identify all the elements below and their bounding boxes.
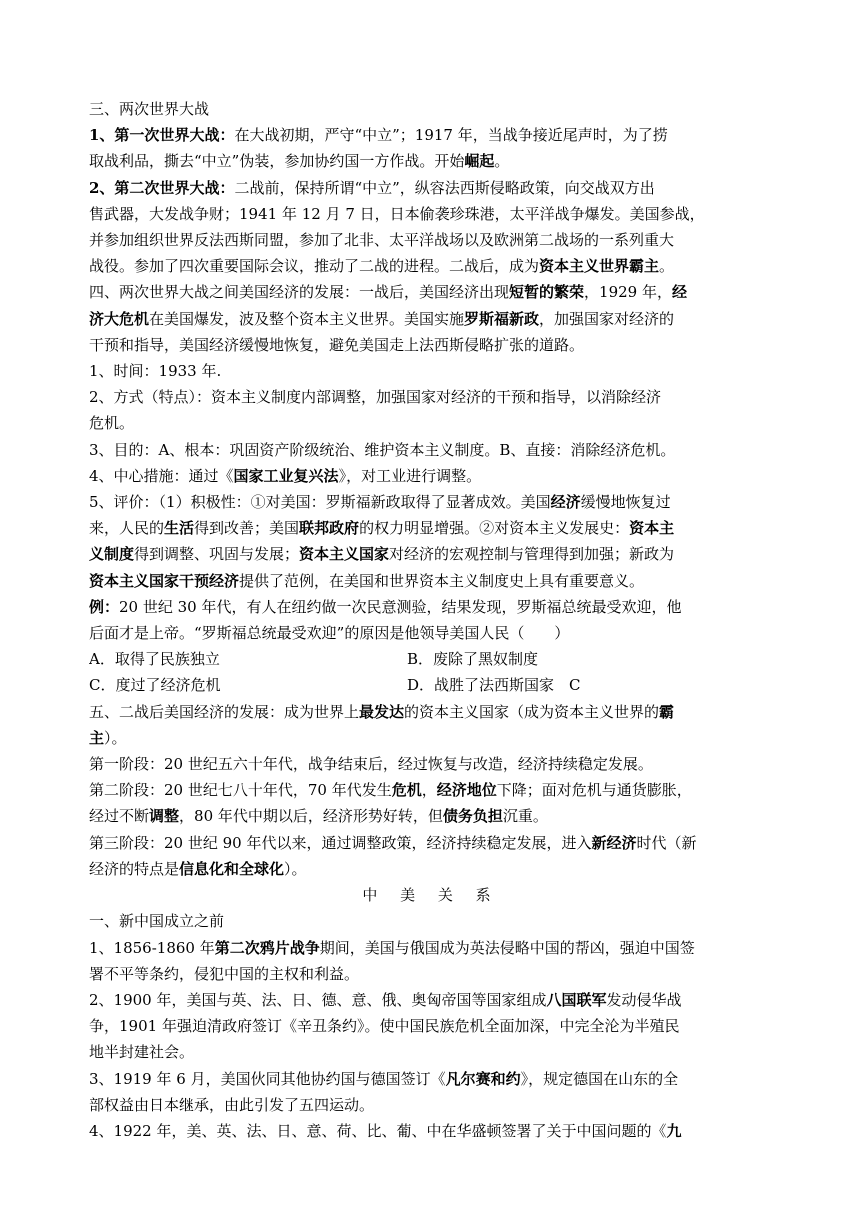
option-row: [89, 646, 773, 672]
text-run: ，加强国家对经济的: [539, 309, 675, 328]
text-run: 三、两次世界大战: [89, 100, 210, 118]
text-run: 。: [494, 152, 510, 171]
text-run: 取战利品，撕去“中立”伪装，参加协约国一方作战。开始: [89, 152, 465, 171]
text-run: 在美国爆发，波及整个资本主义世界。美国实施: [149, 309, 465, 328]
text-line: [89, 541, 773, 567]
text-line: [89, 803, 773, 829]
text-run: 4、1922 年，美、英、法、日、意、荷、比、葡、中在华盛顿签署了关于中国问题的《: [89, 1121, 667, 1140]
text-run: 发动侵华战: [606, 990, 682, 1009]
text-run: 二战前，保持所谓“中立”，纵容法西斯侵略政策，向交战双方出: [234, 178, 655, 197]
text-run: 的资本主义国家（成为资本主义世界的: [404, 702, 660, 721]
text-run: 第一阶段：20 世纪五六十年代，战争结束后，经过恢复与改造，经济持续稳定发展。: [89, 755, 653, 774]
bold-text: 罗斯福新政: [464, 309, 540, 328]
section-postwar-economy: [89, 699, 773, 882]
text-run: 得到调整、巩固与发展；: [134, 545, 300, 564]
text-line: [89, 175, 773, 201]
text-line: [89, 201, 773, 227]
text-run: 下降；面对危机与通货膨胀，: [496, 781, 692, 800]
text-run: 4、中心措施：通过《: [89, 466, 234, 485]
text-line: [89, 1039, 773, 1065]
bold-text: 九: [666, 1121, 682, 1140]
bold-text: 霸: [659, 702, 675, 721]
text-line: [89, 1066, 773, 1092]
text-line: [89, 725, 773, 751]
text-line: [89, 253, 773, 279]
text-run: 第二阶段：20 世纪七八十年代，70 年代发生: [89, 781, 392, 800]
bold-text: 例：: [89, 597, 120, 616]
text-line: [89, 987, 773, 1013]
text-run: 干预和指导，美国经济缓慢地恢复，避免美国走上法西斯侵略扩张的道路。: [89, 335, 585, 354]
text-line: [89, 148, 773, 174]
bold-text: 第二次鸦片战争: [214, 938, 320, 957]
bold-text: 危机: [391, 781, 422, 800]
text-line: [89, 227, 773, 253]
text-run: 争，1901 年强迫清政府签订《辛丑条约》。使中国民族危机全面加深，中完全沦为半殖民: [89, 1017, 680, 1036]
text-line: [89, 463, 773, 489]
text-line: [89, 122, 773, 148]
text-run: 20 世纪 30 年代，有人在纽约做一次民意测验，结果发现，罗斯福总统最受欢迎，他: [119, 597, 682, 616]
text-run: 时代（新: [636, 833, 697, 852]
text-line: [89, 437, 773, 463]
text-run: ）。: [284, 859, 307, 878]
text-line: [89, 96, 773, 122]
text-run: 危机。: [89, 414, 135, 433]
text-run: 经济的特点是: [89, 859, 180, 878]
text-line: [89, 1013, 773, 1039]
text-run: 2、方式（特点）：资本主义制度内部调整，加强国家对经济的干预和指导，以消除经济: [89, 388, 662, 407]
bold-text: 生活: [164, 519, 195, 538]
text-run: 四、两次世界大战之间美国经济的发展：一战后，美国经济出现: [89, 283, 510, 302]
section-heading-china-us-relations: 中 美 关 系: [362, 886, 500, 905]
text-run: 缓慢地恢复过: [580, 493, 671, 512]
text-line: [89, 856, 773, 882]
text-line: [89, 332, 773, 358]
bold-text: 济大危机: [89, 309, 150, 328]
section-before-new-china: [89, 908, 773, 1144]
option-row: [89, 672, 773, 698]
text-line: [89, 358, 773, 384]
text-run: 对经济的宏观控制与管理得到加强；新政为: [389, 545, 675, 564]
text-run: 一、新中国成立之前: [89, 912, 225, 931]
text-line: [89, 306, 773, 332]
bold-text: 凡尔赛和约: [445, 1069, 521, 1088]
text-run: 后面才是上帝。“罗斯福总统最受欢迎”的原因是他领导美国人民（ ）: [89, 624, 570, 643]
bold-text: 资本主: [629, 519, 675, 538]
text-run: 3、目的：A、根本：巩固资产阶级统治、维护资本主义制度。B、直接：消除经济危机。: [89, 440, 676, 459]
bold-text: 崛起: [464, 152, 495, 171]
text-run: 》，对工业进行调整。: [338, 466, 482, 485]
text-line: [89, 699, 773, 725]
bold-text: 经济: [550, 493, 581, 512]
text-run: 3、1919 年 6 月，美国伙同其他协约国与德国签订《: [89, 1069, 446, 1088]
question-options: [89, 646, 773, 698]
text-line: [89, 384, 773, 410]
bold-text: 资本主义国家干预经济: [89, 571, 240, 590]
text-run: 五、二战后美国经济的发展：成为世界上: [89, 702, 360, 721]
bold-text: 联邦政府: [299, 519, 360, 538]
answer-option: D．战胜了法西斯国家 C: [407, 676, 581, 695]
text-line: [89, 777, 773, 803]
answer-option: C．度过了经济危机: [89, 676, 221, 695]
text-run: 得到改善；美国: [194, 519, 300, 538]
bold-text: 调整: [149, 807, 180, 826]
bold-text: 资本主义国家: [299, 545, 390, 564]
text-line: [89, 594, 773, 620]
text-line: [89, 908, 773, 934]
bold-text: 最发达: [359, 702, 405, 721]
text-line: [89, 489, 773, 515]
bold-text: 债务负担: [442, 807, 503, 826]
bold-text: 主: [89, 728, 105, 747]
text-run: ）。: [104, 728, 127, 747]
text-line: [89, 620, 773, 646]
text-run: 并参加组织世界反法西斯同盟，参加了北非、太平洋战场以及欧洲第二战场的一系列重大: [89, 231, 675, 250]
text-run: 沉重。: [502, 807, 548, 826]
bold-text: 信息化和全球化: [179, 859, 285, 878]
text-run: ，: [421, 781, 437, 800]
text-run: 》，规定德国在山东的全: [520, 1069, 679, 1088]
text-line: [89, 1092, 773, 1118]
text-line: [89, 830, 773, 856]
text-line: [89, 568, 773, 594]
bold-text: 2、第二次世界大战：: [89, 178, 235, 197]
text-run: 在大战初期，严守“中立”；1917 年，当战争接近尾声时，为了捞: [234, 126, 668, 145]
text-line: [89, 751, 773, 777]
text-run: 2、1900 年，美国与英、法、日、德、意、俄、奥匈帝国等国家组成: [89, 990, 547, 1009]
bold-text: 八国联军: [546, 990, 607, 1009]
text-line: [89, 279, 773, 305]
text-run: 战役。参加了四次重要国际会议，推动了二战的进程。二战后，成为: [89, 257, 540, 276]
bold-text: 短暂的繁荣: [509, 283, 585, 302]
text-run: ，80 年代中期以后，经济形势好转，但: [179, 807, 443, 826]
bold-text: 新经济: [591, 833, 637, 852]
answer-option: A．取得了民族独立: [89, 650, 220, 669]
text-run: ，1929 年，: [584, 283, 672, 302]
bold-text: 经济地位: [436, 781, 497, 800]
text-run: 地半封建社会。: [89, 1043, 195, 1062]
text-line: [89, 410, 773, 436]
text-run: 的权力明显增强。②对资本主义发展史：: [359, 519, 630, 538]
bold-text: 资本主义世界霸主: [539, 257, 660, 276]
text-run: 售武器，大发战争财；1941 年 12 月 7 日，日本偷袭珍珠港，太平洋战争爆发。美国参战，: [89, 204, 705, 223]
text-run: 1、时间：1933 年.: [89, 362, 222, 381]
text-line: [89, 515, 773, 541]
bold-text: 1、第一次世界大战：: [89, 126, 235, 145]
text-run: 5、评价：（1）积极性：①对美国：罗斯福新政取得了显著成效。美国: [89, 493, 551, 512]
text-run: 署不平等条约，侵犯中国的主权和利益。: [89, 964, 360, 983]
bold-text: 义制度: [89, 545, 135, 564]
text-run: 期间，美国与俄国成为英法侵略中国的帮凶，强迫中国签: [319, 938, 695, 957]
text-run: 经过不断: [89, 807, 150, 826]
text-run: 部权益由日本继承，由此引发了五四运动。: [89, 1095, 375, 1114]
text-line: [89, 1118, 773, 1144]
section-two-world-wars: [89, 96, 773, 646]
text-run: 来，人民的: [89, 519, 165, 538]
bold-text: 经: [671, 283, 687, 302]
text-run: 。: [659, 257, 675, 276]
text-run: 1、1856-1860 年: [89, 938, 215, 957]
text-line: [89, 961, 773, 987]
document-page: [89, 96, 773, 1144]
bold-text: 国家工业复兴法: [233, 466, 339, 485]
text-run: 第三阶段：20 世纪 90 年代以来，通过调整政策，经济持续稳定发展，进入: [89, 833, 592, 852]
answer-option: B．废除了黑奴制度: [407, 650, 539, 669]
text-run: 提供了范例，在美国和世界资本主义制度史上具有重要意义。: [239, 571, 645, 590]
text-line: [89, 935, 773, 961]
